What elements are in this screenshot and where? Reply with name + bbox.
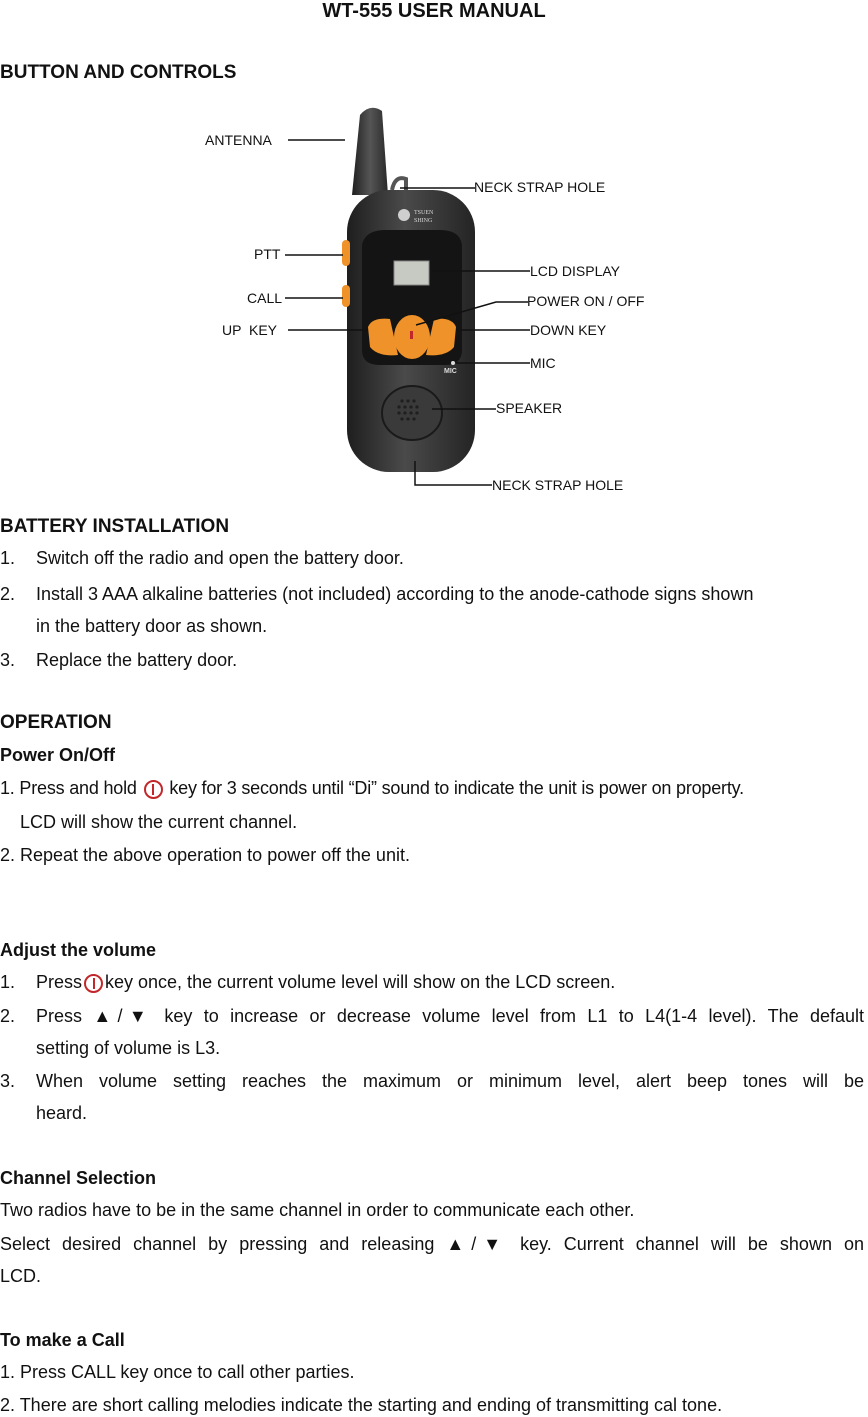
power-key-mark <box>410 331 413 339</box>
volume-item-2-line1: Press ▲/▼ key to increase or decrease volume level from L1 to L4(1-4 level). The default <box>36 1006 864 1026</box>
neck-strap-top-label: NECK STRAP HOLE <box>474 179 606 195</box>
lcd-label: LCD DISPLAY <box>530 263 620 279</box>
power-heading: Power On/Off <box>0 745 116 765</box>
battery-item-2-line2: in the battery door as shown. <box>36 616 268 636</box>
power-key-icon <box>144 780 163 799</box>
channel-line1: Two radios have to be in the same channel in order to communicate each other. <box>0 1200 635 1220</box>
battery-item-3: Replace the battery door. <box>36 650 238 670</box>
radio-diagram <box>0 95 868 500</box>
volume-item-2-line2: setting of volume is L3. <box>36 1038 221 1058</box>
mic-text: MIC <box>444 368 457 375</box>
operation-heading: OPERATION <box>0 712 112 733</box>
volume-item-1 <box>36 972 615 993</box>
brand-line1: TSUEN <box>414 210 434 216</box>
power-key-icon-2 <box>84 974 103 993</box>
battery-num-2: 2. <box>0 584 16 604</box>
call-line2: 2. There are short calling melodies indicate the starting and ending of transmitting cal tone. <box>0 1395 723 1415</box>
battery-item-2-line1: Install 3 AAA alkaline batteries (not included) according to the anode-cathode signs shown <box>36 584 754 604</box>
ptt-label: PTT <box>254 246 281 262</box>
brand-line2: SHING <box>414 218 433 224</box>
channel-line3: LCD. <box>0 1266 42 1286</box>
lcd-screen <box>394 261 429 285</box>
battery-num-1: 1. <box>0 548 16 568</box>
speaker-label: SPEAKER <box>496 400 563 416</box>
mic-hole <box>451 361 455 365</box>
power-step-1c: LCD will show the current channel. <box>20 812 298 832</box>
mic-label: MIC <box>530 355 556 371</box>
page-title: WT-555 USER MANUAL <box>322 0 546 22</box>
brand-logo-icon <box>398 209 410 221</box>
volume-item-3-line1: When volume setting reaches the maximum or minimum level, alert beep tones will be <box>36 1071 864 1091</box>
buttons-heading: BUTTON AND CONTROLS <box>0 62 237 83</box>
up-key-label: UP KEY <box>222 322 277 338</box>
volume-item-1a: Press <box>36 972 83 992</box>
call-heading: To make a Call <box>0 1330 125 1350</box>
volume-num-1: 1. <box>0 972 16 992</box>
volume-num-2: 2. <box>0 1006 16 1026</box>
volume-item-1b: key once, the current volume level will show on the LCD screen. <box>105 972 616 992</box>
battery-heading: BATTERY INSTALLATION <box>0 516 230 537</box>
volume-heading: Adjust the volume <box>0 940 157 960</box>
power-step-1b: key for 3 seconds until “Di” sound to indicate the unit is power on property. <box>169 778 744 798</box>
battery-num-3: 3. <box>0 650 16 670</box>
battery-item-1: Switch off the radio and open the battery door. <box>36 548 404 568</box>
call-side-key <box>342 285 350 307</box>
power-step-1a: 1. Press and hold <box>0 778 137 798</box>
antenna-label: ANTENNA <box>205 132 272 148</box>
antenna-shape <box>352 108 388 195</box>
power-label: POWER ON / OFF <box>527 293 645 309</box>
volume-num-3: 3. <box>0 1071 16 1091</box>
ptt-side-key <box>342 240 350 266</box>
down-key-label: DOWN KEY <box>530 322 607 338</box>
power-step-1 <box>0 778 744 799</box>
call-line1: 1. Press CALL key once to call other parties. <box>0 1362 355 1382</box>
call-label: CALL <box>247 290 283 306</box>
channel-heading: Channel Selection <box>0 1168 157 1188</box>
volume-item-3-line2: heard. <box>36 1103 88 1123</box>
channel-line2: Select desired channel by pressing and releasing ▲/▼ key. Current channel will be shown on <box>0 1234 864 1254</box>
neck-strap-bottom-label: NECK STRAP HOLE <box>492 477 624 493</box>
power-step-2: 2. Repeat the above operation to power off the unit. <box>0 845 410 865</box>
